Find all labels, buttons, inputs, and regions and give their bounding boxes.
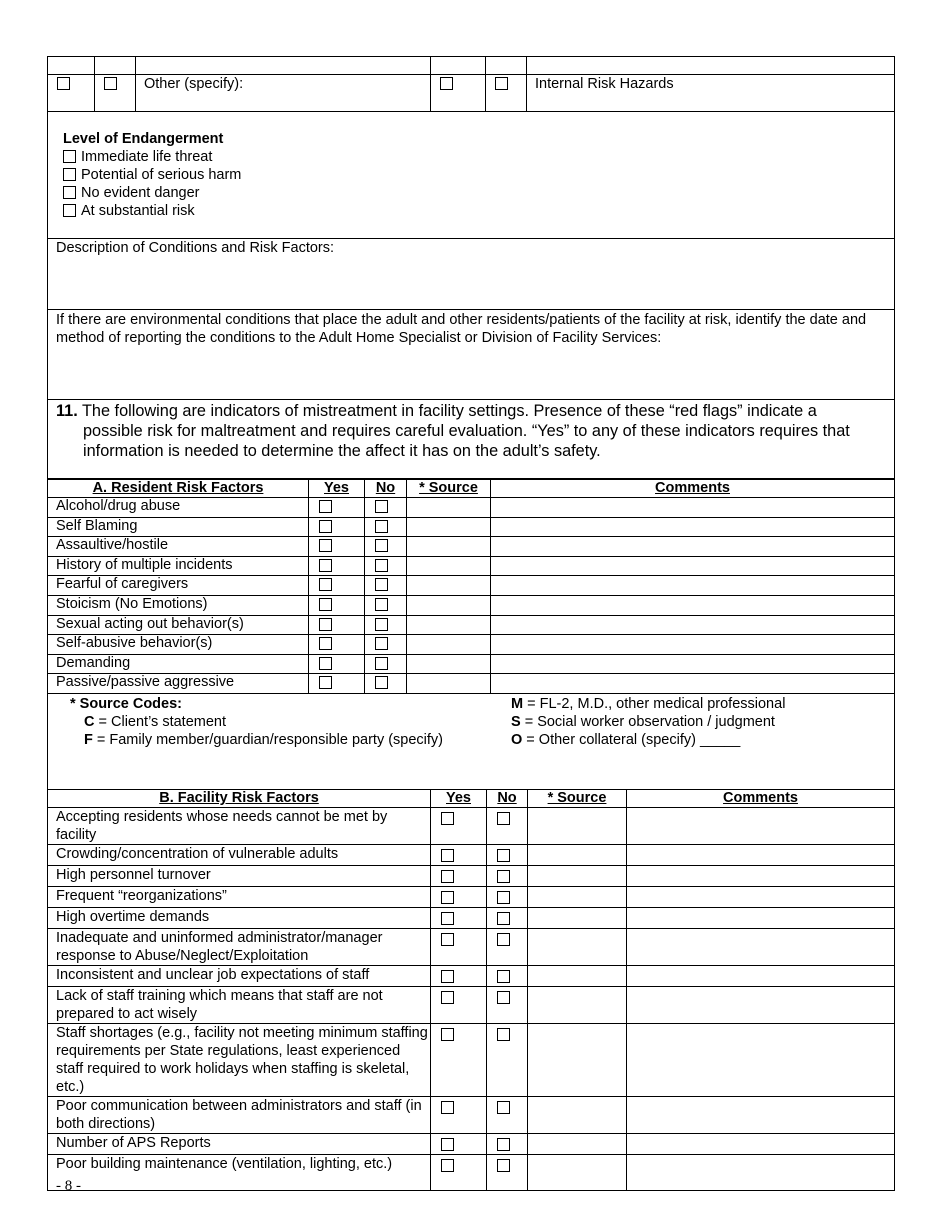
checkbox[interactable] <box>63 168 76 181</box>
yes-checkbox[interactable] <box>441 1159 454 1172</box>
environmental-text: If there are environmental conditions that place the adult and other residents/patients of the facility at risk, identify the date and method of reporting the conditions to the Adult Home Specialist or Division of Facility Services: <box>56 312 867 346</box>
table-row: Poor building maintenance (ventilation, lighting, etc.) <box>48 1154 895 1190</box>
no-checkbox[interactable] <box>497 1138 510 1151</box>
facility-col-source: * Source <box>528 789 627 807</box>
table-row: Self Blaming <box>48 517 895 537</box>
source-cell[interactable] <box>407 595 491 615</box>
endangerment-section <box>47 112 895 239</box>
no-checkbox[interactable] <box>497 812 510 825</box>
internal-hazard-checkbox-1[interactable] <box>440 77 453 90</box>
table-row: Assaultive/hostile <box>48 537 895 557</box>
page-number: - 8 - <box>56 1178 81 1194</box>
comments-cell[interactable] <box>627 844 895 865</box>
table-row: Staff shortages (e.g., facility not meeting minimum staffing requirements per State regulations, least experienced staff required to work holidays when staffing is skeletal, etc.) <box>48 1023 895 1096</box>
yes-checkbox[interactable] <box>441 970 454 983</box>
no-checkbox[interactable] <box>375 539 388 552</box>
no-checkbox[interactable] <box>375 618 388 631</box>
table-row: History of multiple incidents <box>48 556 895 576</box>
no-checkbox[interactable] <box>497 891 510 904</box>
table-row: Fearful of caregivers <box>48 576 895 596</box>
other-checkbox-1[interactable] <box>57 77 70 90</box>
facility-risk-table <box>47 789 895 1191</box>
yes-checkbox[interactable] <box>319 500 332 513</box>
no-checkbox[interactable] <box>375 676 388 689</box>
comments-cell[interactable] <box>627 986 895 1023</box>
source-cell[interactable] <box>407 576 491 596</box>
yes-checkbox[interactable] <box>441 933 454 946</box>
yes-checkbox[interactable] <box>441 991 454 1004</box>
comments-cell[interactable] <box>491 635 895 655</box>
comments-cell[interactable] <box>491 517 895 537</box>
endangerment-option[interactable]: Potential of serious harm <box>63 166 894 184</box>
no-checkbox[interactable] <box>497 1159 510 1172</box>
no-checkbox[interactable] <box>497 870 510 883</box>
no-checkbox[interactable] <box>375 637 388 650</box>
item-11-text: The following are indicators of mistreatment in facility settings. Presence of these “red flags” indicate a possible risk for maltreatment and requires careful evaluation. “Yes” to any of these indicators requires that information is needed to determine the affect it has on the adult’s safety. <box>81 402 850 460</box>
table-row: Passive/passive aggressive <box>48 674 895 694</box>
source-cell[interactable] <box>407 615 491 635</box>
yes-checkbox[interactable] <box>441 1101 454 1114</box>
item-11-number: 11. <box>56 402 78 420</box>
source-cell[interactable] <box>528 807 627 844</box>
comments-cell[interactable] <box>627 965 895 986</box>
endangerment-option[interactable]: Immediate life threat <box>63 148 894 166</box>
table-row: Frequent “reorganizations” <box>48 886 895 907</box>
source-cell[interactable] <box>528 886 627 907</box>
yes-checkbox[interactable] <box>319 657 332 670</box>
comments-cell[interactable] <box>491 615 895 635</box>
yes-checkbox[interactable] <box>441 912 454 925</box>
yes-checkbox[interactable] <box>441 891 454 904</box>
table-row: Poor communication between administrators and staff (in both directions) <box>48 1096 895 1133</box>
resident-col-yes: Yes <box>309 480 365 498</box>
yes-checkbox[interactable] <box>319 559 332 572</box>
table-row: Demanding <box>48 654 895 674</box>
other-checkbox-2[interactable] <box>104 77 117 90</box>
comments-cell[interactable] <box>627 1096 895 1133</box>
source-cell[interactable] <box>528 1133 627 1154</box>
source-cell[interactable] <box>407 498 491 518</box>
no-checkbox[interactable] <box>497 933 510 946</box>
source-code-m: M = FL-2, M.D., other medical professional <box>511 695 786 712</box>
source-cell[interactable] <box>528 907 627 928</box>
no-checkbox[interactable] <box>375 520 388 533</box>
comments-cell[interactable] <box>627 886 895 907</box>
description-section[interactable] <box>47 239 895 310</box>
table-row: High overtime demands <box>48 907 895 928</box>
endangerment-title: Level of Endangerment <box>63 131 224 147</box>
source-code-f: F = Family member/guardian/responsible party (specify) <box>84 731 444 748</box>
yes-checkbox[interactable] <box>319 539 332 552</box>
source-cell[interactable] <box>407 674 491 694</box>
endangerment-option[interactable]: No evident danger <box>63 184 894 202</box>
comments-cell[interactable] <box>491 595 895 615</box>
no-checkbox[interactable] <box>497 1028 510 1041</box>
source-cell[interactable] <box>528 865 627 886</box>
no-checkbox[interactable] <box>375 500 388 513</box>
checkbox[interactable] <box>63 204 76 217</box>
source-cell[interactable] <box>407 517 491 537</box>
checkbox[interactable] <box>63 150 76 163</box>
source-code-s: S = Social worker observation / judgment <box>511 713 775 730</box>
resident-risk-table <box>47 479 895 694</box>
no-checkbox[interactable] <box>375 657 388 670</box>
description-label: Description of Conditions and Risk Factors: <box>56 240 335 256</box>
top-table <box>47 56 895 112</box>
yes-checkbox[interactable] <box>441 812 454 825</box>
source-cell[interactable] <box>407 537 491 557</box>
table-row: Sexual acting out behavior(s) <box>48 615 895 635</box>
no-checkbox[interactable] <box>497 970 510 983</box>
resident-col-source: * Source <box>407 480 491 498</box>
table-row: Lack of staff training which means that staff are not prepared to act wisely <box>48 986 895 1023</box>
source-cell[interactable] <box>407 635 491 655</box>
comments-cell[interactable] <box>491 654 895 674</box>
table-row: Accepting residents whose needs cannot be met by facility <box>48 807 895 844</box>
comments-cell[interactable] <box>627 928 895 965</box>
yes-checkbox[interactable] <box>441 870 454 883</box>
table-row: Crowding/concentration of vulnerable adults <box>48 844 895 865</box>
yes-checkbox[interactable] <box>441 849 454 862</box>
resident-header: A. Resident Risk Factors <box>48 480 309 498</box>
source-codes-legend <box>47 694 895 789</box>
yes-checkbox[interactable] <box>319 520 332 533</box>
yes-checkbox[interactable] <box>319 578 332 591</box>
yes-checkbox[interactable] <box>319 598 332 611</box>
no-checkbox[interactable] <box>497 991 510 1004</box>
table-row: Inadequate and uninformed administrator/manager response to Abuse/Neglect/Exploitation <box>48 928 895 965</box>
table-row: Number of APS Reports <box>48 1133 895 1154</box>
internal-hazard-checkbox-2[interactable] <box>495 77 508 90</box>
table-row: High personnel turnover <box>48 865 895 886</box>
source-cell[interactable] <box>407 654 491 674</box>
comments-cell[interactable] <box>627 907 895 928</box>
source-cell[interactable] <box>528 928 627 965</box>
comments-cell[interactable] <box>491 576 895 596</box>
source-cell[interactable] <box>528 844 627 865</box>
yes-checkbox[interactable] <box>319 618 332 631</box>
source-cell[interactable] <box>528 1096 627 1133</box>
yes-checkbox[interactable] <box>441 1028 454 1041</box>
checkbox[interactable] <box>63 186 76 199</box>
table-row: Alcohol/drug abuse <box>48 498 895 518</box>
no-checkbox[interactable] <box>375 578 388 591</box>
source-codes-title: * Source Codes: <box>70 695 182 712</box>
facility-col-yes: Yes <box>431 789 487 807</box>
other-collateral-blank[interactable]: _____ <box>699 731 741 748</box>
no-checkbox[interactable] <box>375 559 388 572</box>
source-code-o: O = Other collateral (specify) _____ <box>511 731 741 748</box>
comments-cell[interactable] <box>627 865 895 886</box>
other-specify-label: Other (specify): <box>136 75 431 112</box>
comments-cell[interactable] <box>627 1154 895 1190</box>
yes-checkbox[interactable] <box>319 676 332 689</box>
comments-cell[interactable] <box>491 498 895 518</box>
resident-col-no: No <box>365 480 407 498</box>
endangerment-option[interactable]: At substantial risk <box>63 202 894 220</box>
no-checkbox[interactable] <box>497 1101 510 1114</box>
no-checkbox[interactable] <box>375 598 388 611</box>
comments-cell[interactable] <box>627 1023 895 1096</box>
source-cell[interactable] <box>407 556 491 576</box>
table-row: Inconsistent and unclear job expectations of staff <box>48 965 895 986</box>
resident-col-comments: Comments <box>491 480 895 498</box>
table-row: Self-abusive behavior(s) <box>48 635 895 655</box>
source-cell[interactable] <box>528 1154 627 1190</box>
comments-cell[interactable] <box>627 807 895 844</box>
item-11-section <box>47 400 895 479</box>
facility-header: B. Facility Risk Factors <box>48 789 431 807</box>
comments-cell[interactable] <box>491 537 895 557</box>
no-checkbox[interactable] <box>497 849 510 862</box>
environmental-section[interactable] <box>47 310 895 400</box>
no-checkbox[interactable] <box>497 912 510 925</box>
comments-cell[interactable] <box>491 674 895 694</box>
source-cell[interactable] <box>528 965 627 986</box>
comments-cell[interactable] <box>627 1133 895 1154</box>
yes-checkbox[interactable] <box>441 1138 454 1151</box>
internal-risk-hazards-label: Internal Risk Hazards <box>527 75 895 112</box>
source-cell[interactable] <box>528 986 627 1023</box>
facility-col-no: No <box>487 789 528 807</box>
comments-cell[interactable] <box>491 556 895 576</box>
facility-col-comments: Comments <box>627 789 895 807</box>
source-cell[interactable] <box>528 1023 627 1096</box>
yes-checkbox[interactable] <box>319 637 332 650</box>
form-page <box>47 56 895 1191</box>
table-row: Stoicism (No Emotions) <box>48 595 895 615</box>
source-code-c: C = Client’s statement <box>84 713 226 730</box>
